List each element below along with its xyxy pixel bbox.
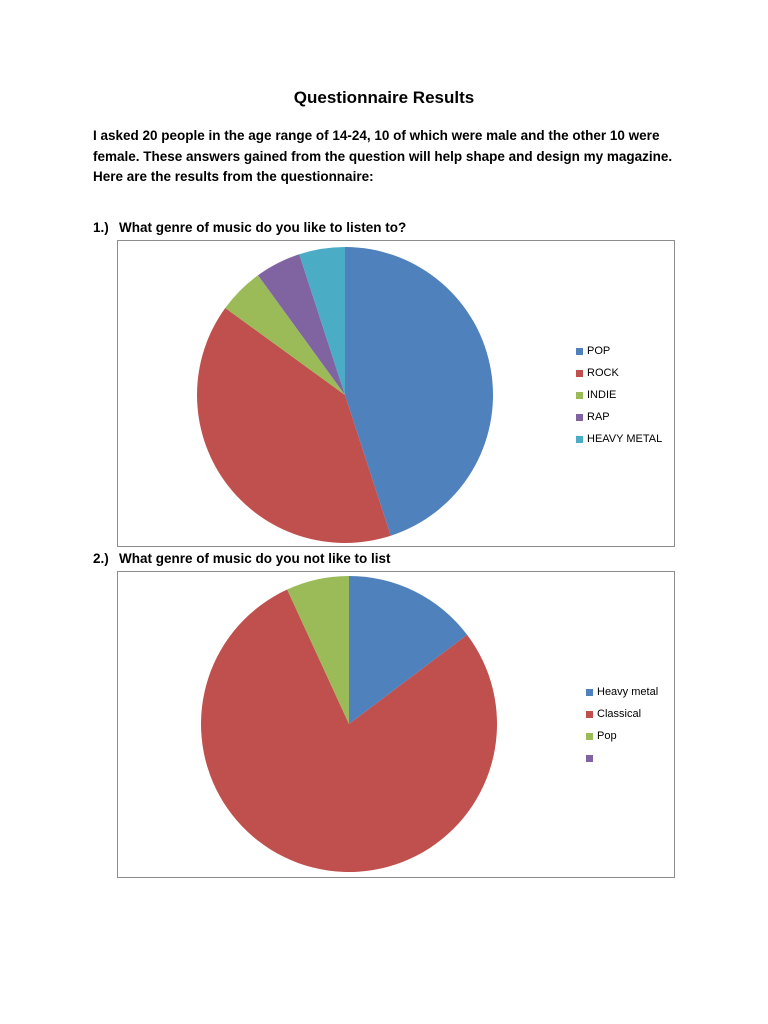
- legend-swatch: [586, 755, 593, 762]
- legend-swatch: [576, 392, 583, 399]
- legend-item: [576, 340, 662, 362]
- legend-item: [586, 747, 658, 769]
- question-1-text: What genre of music do you like to listen to?: [119, 220, 407, 235]
- legend-label: INDIE: [587, 389, 617, 401]
- legend-item: [576, 428, 662, 450]
- legend-item: [576, 384, 662, 406]
- legend-label: ROCK: [587, 367, 619, 379]
- question-1: [93, 220, 406, 235]
- legend-swatch: [576, 414, 583, 421]
- legend-item: [586, 703, 658, 725]
- legend-item: [586, 681, 658, 703]
- legend-item: [576, 362, 662, 384]
- legend-label: Heavy metal: [597, 686, 659, 698]
- chart-2-frame: [117, 571, 675, 878]
- legend-label: HEAVY METAL: [587, 433, 663, 445]
- intro-paragraph: I asked 20 people in the age range of 14-24, 10 of which were male and the other 10 were female. These answers gained from the question will help shape and design my magazine. Here are the results from the questionnaire:: [93, 128, 673, 184]
- question-2: [93, 551, 391, 566]
- legend-swatch: [586, 711, 593, 718]
- legend-swatch: [586, 733, 593, 740]
- legend-item: [576, 406, 662, 428]
- page-title: Questionnaire Results: [293, 88, 475, 107]
- legend-label: POP: [587, 345, 611, 357]
- legend-label: Pop: [597, 730, 617, 742]
- legend-swatch: [576, 436, 583, 443]
- chart-1-legend: [576, 340, 662, 450]
- question-2-number: 2.): [93, 551, 109, 566]
- chart-2-legend: [586, 681, 658, 769]
- legend-swatch: [586, 689, 593, 696]
- question-2-text: What genre of music do you not like to list: [119, 551, 391, 566]
- chart-1-frame: [117, 240, 675, 547]
- question-1-number: 1.): [93, 220, 109, 235]
- legend-swatch: [576, 370, 583, 377]
- legend-label: Classical: [597, 708, 642, 720]
- legend-label: RAP: [587, 411, 610, 423]
- legend-swatch: [576, 348, 583, 355]
- legend-item: [586, 725, 658, 747]
